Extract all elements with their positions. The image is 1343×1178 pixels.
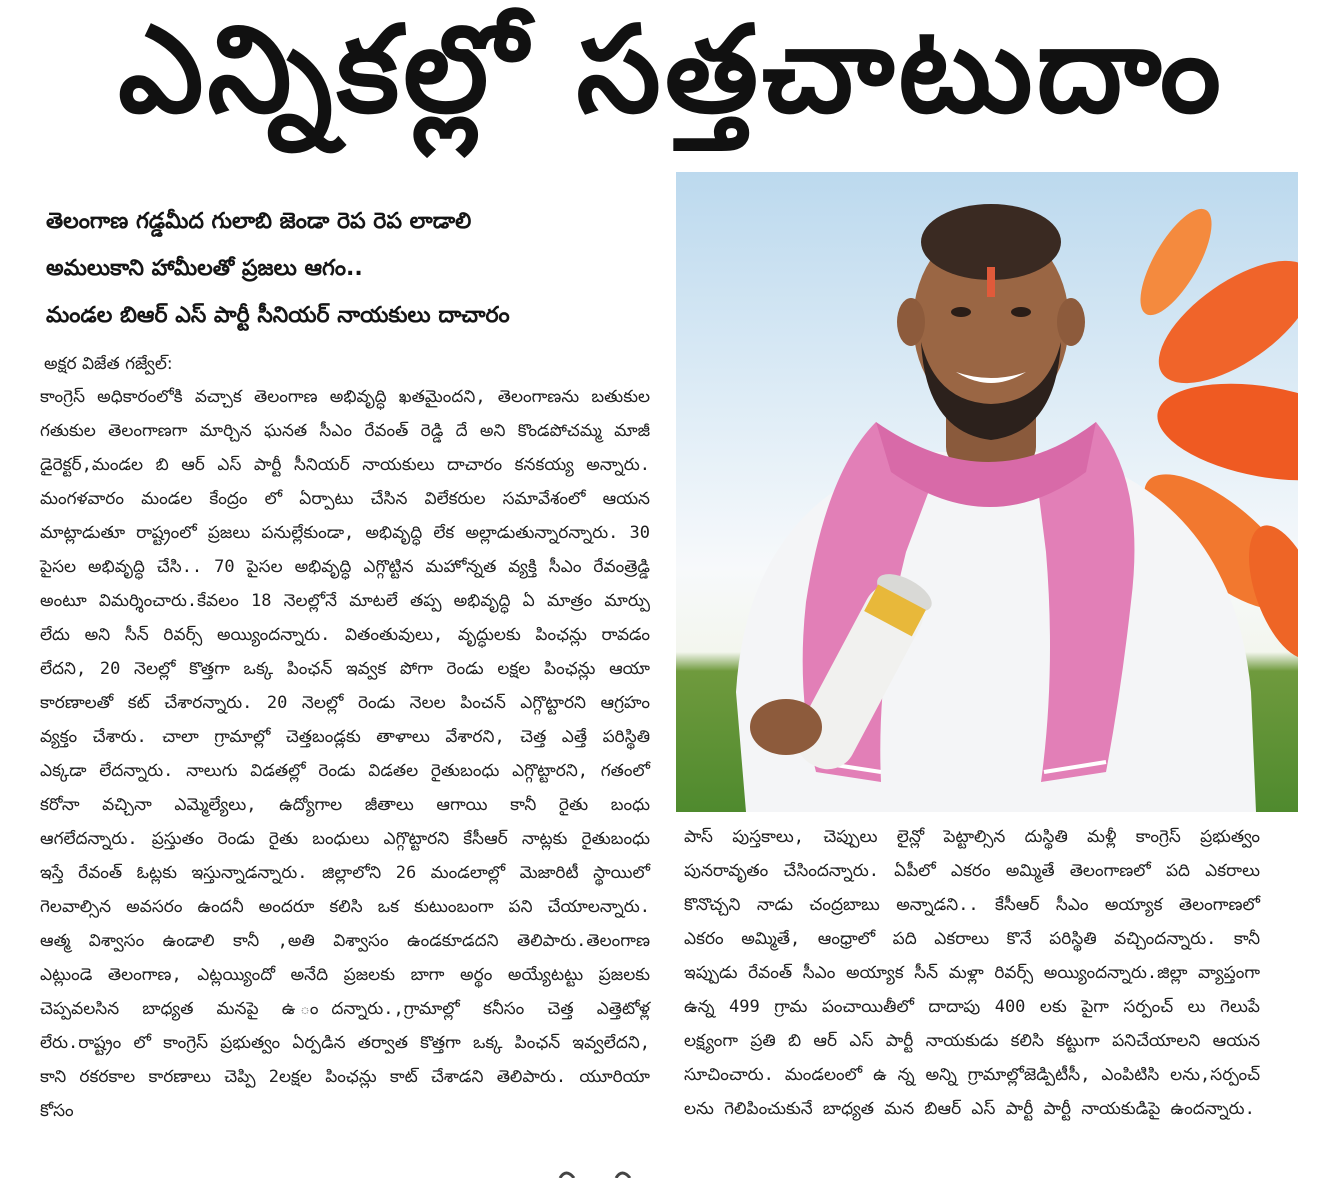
article-column-right bbox=[684, 820, 1260, 1126]
byline: అక్షర విజేత గజ్వేల్: bbox=[44, 354, 173, 374]
leader-photo bbox=[676, 172, 1298, 812]
footer-mark bbox=[556, 1166, 636, 1178]
subheadline-3: మండల బిఆర్ ఎస్ పార్టీ సీనియర్ నాయకులు దాచారం bbox=[46, 303, 510, 328]
subheadlines bbox=[46, 206, 646, 347]
headline: ఎన్నికల్లో సత్తచాటుదాం bbox=[118, 1, 1225, 140]
article-body-right: పాస్ పుస్తకాలు, చెప్పులు లైన్లో పెట్టాల్సిన దుస్థితి మళ్లీ కాంగ్రెస్ ప్రభుత్వం పునరావృతం చేసిందన్నారు. ఏపీలో ఎకరం అమ్మితే తెలంగాణలో పది ఎకరాలు కొనొచ్చని నాడు చంద్రబాబు అన్నాడని.. కేసీఆర్ సీఎం అయ్యాక తెలంగాణలో ఎకరం అమ్మితే, ఆంధ్రాలో పది ఎకరాలు కొనే పరిస్థితి వచ్చిందన్నారు. కానీ ఇప్పుడు రేవంత్ సీఎం అయ్యాక సీన్ మళ్లా రివర్స్ అయ్యిందన్నారు.జిల్లా వ్యాప్తంగా ఉన్న 499 గ్రామ పంచాయితీలో దాదాపు 400 లకు పైగా సర్పంచ్ లు గెలుపే లక్ష్యంగా ప్రతి బి ఆర్ ఎస్ పార్టీ నాయకుడు కలిసి కట్టుగా పనిచేయాలని ఆయన సూచించారు. మండలంలో ఉ న్న అన్ని గ్రామాల్లోజెడ్పిటీసీ, ఎంపిటిసి లను,సర్పంచ్ లను గెలిపించుకునే బాధ్యత మన బిఆర్ ఎస్ పార్టీ పార్టీ నాయకుడిపై ఉందన్నారు. bbox=[684, 827, 1260, 1119]
subheadline-2: అమలుకాని హామీలతో ప్రజలు ఆగం.. bbox=[46, 256, 363, 281]
leader-photo-illustration bbox=[676, 172, 1298, 812]
article-body-left: కాంగ్రెస్ అధికారంలోకి వచ్చాక తెలంగాణ అభివృద్ధి ఖతమైందని, తెలంగాణను బతుకుల గతుకుల తెలంగాణగా మార్చిన ఘనత సీఎం రేవంత్ రెడ్డి దే అని కొండపోచమ్మ మాజీ డైరెక్టర్,మండల బి ఆర్ ఎస్ పార్టీ సీనియర్ నాయకులు దాచారం కనకయ్య అన్నారు. మంగళవారం మండల కేంద్రం లో ఏర్పాటు చేసిన విలేకరుల సమావేశంలో ఆయన మాట్లాడుతూ రాష్ట్రంలో ప్రజలు పనుల్లేకుండా, అభివృద్ధి లేక అల్లాడుతున్నారన్నారు. 30 పైసల అభివృద్ధి చేసి.. 70 పైసల అభివృద్ధి ఎగ్గొట్టిన మహోన్నత వ్యక్తి సీఎం రేవంత్రెడ్డి అంటూ విమర్శించారు.కేవలం 18 నెలల్లోనే మాటలే తప్ప అభివృద్ధి ఏ మాత్రం మార్పు లేదు అని సీన్ రివర్స్ అయ్యిందన్నారు. వితంతువులు, వృద్ధులకు పింఛన్లు రావడం లేదని, 20 నెలల్లో కొత్తగా ఒక్క పింఛన్ ఇవ్వక పోగా రెండు లక్షల పింఛన్లు ఆయా కారణాలతో కట్ చేశారన్నారు. 20 నెలల్లో రెండు నెలల పించన్ ఎగ్గొట్టారని ఆగ్రహం వ్యక్తం చేశారు. చాలా గ్రామాల్లో చెత్తబండ్లకు తాళాలు వేశారని, చెత్త ఎత్తే పరిస్థితి ఎక్కడా లేదన్నారు. నాలుగు విడతల్లో రెండు విడతల రైతుబంధు ఎగ్గొట్టారని, గతంలో కరోనా వచ్చినా ఎమ్మెల్యేలు, ఉద్యోగాల జీతాలు ఆగాయి కానీ రైతు బంధు ఆగలేదన్నారు. ప్రస్తుతం రెండు రైతు బంధులు ఎగ్గొట్టారని కేసీఆర్ నాట్లకు రైతుబంధు ఇస్తే రేవంత్ ఓట్లకు ఇస్తున్నాడన్నారు. జిల్లాలోని 26 మండలాల్లో మెజారిటీ స్థాయిలో గెలవాల్సిన అవసరం ఉందనీ అందరూ కలిసి ఒక కుటుంబంగా పని చేయాలన్నారు. ఆత్మ విశ్వాసం ఉండాలి కానీ ,అతి విశ్వాసం ఉండకూడదని తెలిపారు.తెలంగాణ ఎట్లుండె తెలంగాణ, ఎట్లయ్యిందో అనేది ప్రజలకు బాగా అర్థం అయ్యేటట్టు ప్రజలకు చెప్పవలసిన బాధ్యత మనపై ఉ ందన్నారు.,గ్రామాల్లో కనీసం చెత్త ఎత్తెటోళ్ల లేరు.రాష్ట్రం లో కాంగ్రెస్ ప్రభుత్వం ఏర్పడిన తర్వాత కొత్తగా ఒక్క పింఛన్ ఇవ్వలేదని, కాని రకరకాల కారణాలు చెప్పి 2లక్షల పింఛన్లు కాట్ చేశాడని తెలిపారు. యూరియా కోసం bbox=[40, 387, 650, 1121]
article-column-left bbox=[40, 352, 650, 1128]
subheadline-1: తెలంగాణ గడ్డమీద గులాబి జెండా రెప రెప లాడాలి bbox=[46, 209, 472, 234]
